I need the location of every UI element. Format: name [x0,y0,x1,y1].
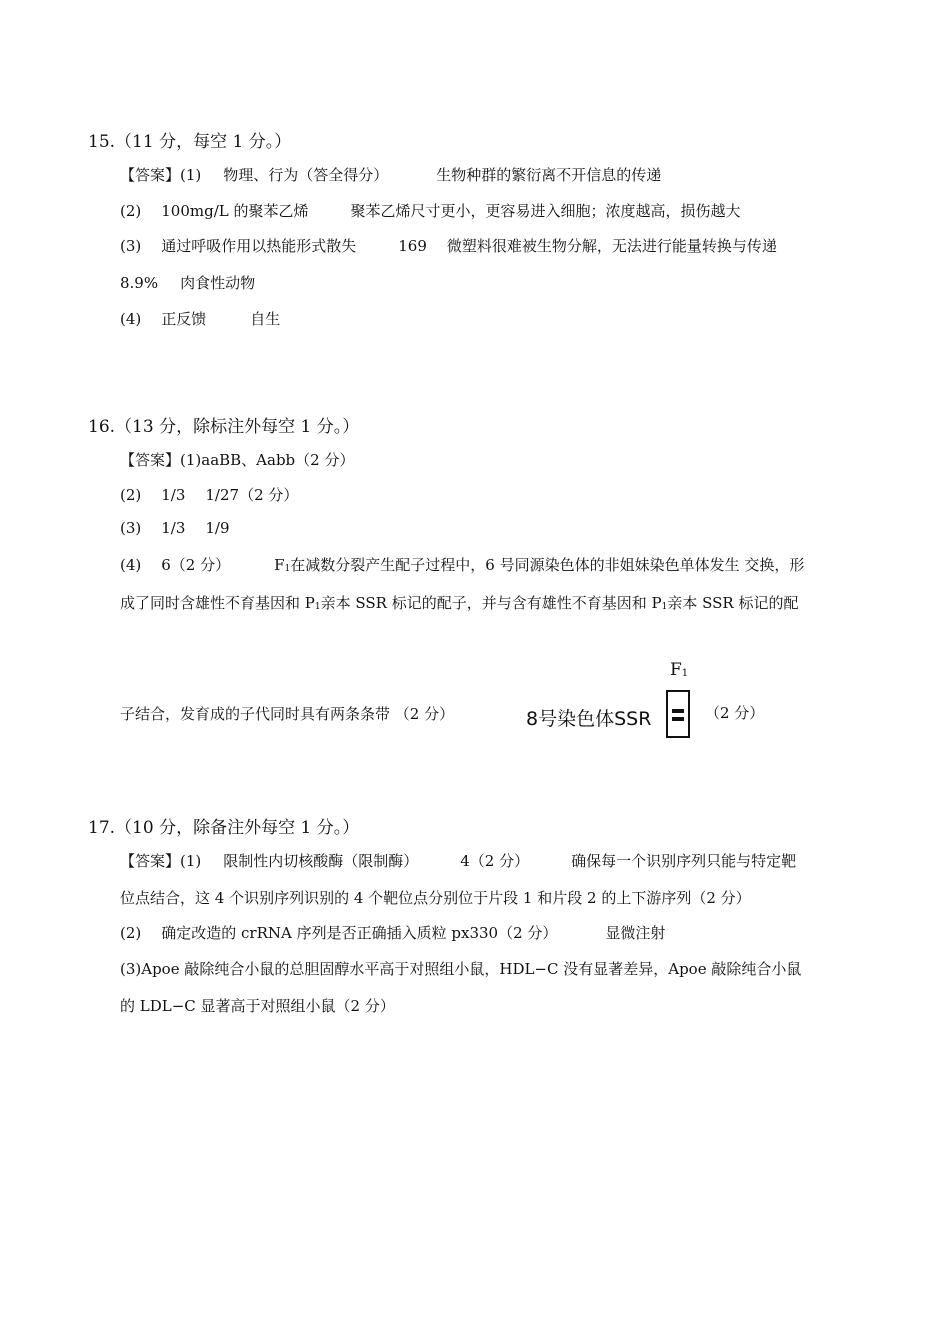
answer-text: 聚苯乙烯尺寸更小，更容易进入细胞；浓度越高，损伤越大 [350,202,741,220]
item-number: (3) [120,519,142,537]
answer-text: 100mg/L 的聚苯乙烯 [161,202,309,220]
q15-answer-2 [120,200,741,221]
f1-label [670,660,688,680]
answer-text: 确定改造的 crRNA 序列是否正确插入质粒 px330（2 分） [161,924,558,942]
text-part: 在减数分裂产生配子过程中，6 号同源染色体的非姐妹染色单体发生 交换，形 [290,556,805,574]
answer-text: 4（2 分） [460,852,530,870]
answer-text: 微塑料很难被生物分解，无法进行能量转换与传递 [446,237,777,255]
answer-text: 生物种群的繁衍离不开信息的传递 [436,166,662,184]
item-number: (2) [120,924,142,942]
q15-answer-4 [120,272,255,293]
answer-text: 自生 [250,310,281,328]
gel-lane [666,690,690,738]
q16-answer-6: 子结合，发育成的子代同时具有两条条带 （2 分） [120,705,455,723]
gel-band [672,709,684,713]
answer-text: 8.9% [120,274,159,292]
q16-heading: 16.（13 分，除标注外每空 1 分。） [88,417,360,437]
q17-answer-2: 位点结合，这 4 个识别序列识别的 4 个靶位点分别位于片段 1 和片段 2 的上下游序列（2 分） [120,889,751,907]
ssr-gel-diagram [522,660,702,744]
subscript: 1 [314,602,321,612]
answer-text: 1/3 [161,519,186,537]
q17-answer-1 [120,850,796,871]
diagram-score: （2 分） [705,704,765,722]
item-number: (2) [120,486,142,504]
answer-text: 通过呼吸作用以热能形式散失 [161,237,357,255]
q17-answer-4: (3)Apoe 敲除纯合小鼠的总胆固醇水平高于对照组小鼠，HDL−C 没有显著差异，Apoe 敲除纯合小鼠 [120,960,802,978]
q17-answer-3 [120,922,665,943]
item-number: (4) [120,556,142,574]
answer-text [274,554,804,575]
answer-text: 6（2 分） [161,556,231,574]
answer-text: 1/3 [161,486,186,504]
q16-answer-1: 【答案】(1)aaBB、Aabb（2 分） [120,451,355,469]
answer-text: 显微注射 [605,924,666,942]
q16-answer-2 [120,484,298,505]
answer-label: 【答案】(1) [120,166,202,184]
subscript: 1 [661,602,668,612]
answer-label: 【答案】(1) [120,852,202,870]
q17-answer-5: 的 LDL−C 显著高于对照组小鼠（2 分） [120,997,395,1015]
answer-text: 正反馈 [161,310,207,328]
q15-answer-5 [120,308,280,329]
gel-band [672,717,684,721]
item-number: (3) [120,237,142,255]
answer-text: 物理、行为（答全得分） [223,166,389,184]
answer-text: 限制性内切核酸酶（限制酶） [223,852,419,870]
q15-answer-1 [120,164,661,185]
q15-heading: 15.（11 分，每空 1 分。） [88,132,292,152]
subscript: 1 [681,668,689,679]
text-part: 亲本 SSR 标记的配子，并与含有雄性不育基因和 P [320,594,662,612]
item-number: (4) [120,310,142,328]
text-part: F [670,660,682,680]
text-part: 成了同时含雄性不育基因和 P [120,594,315,612]
q17-heading: 17.（10 分，除备注外每空 1 分。） [88,818,360,838]
q16-answer-4 [120,554,804,575]
answer-text: 肉食性动物 [180,274,256,292]
q16-answer-3 [120,519,230,537]
text-part: 亲本 SSR 标记的配 [667,594,799,612]
answer-text: 1/27（2 分） [205,486,299,504]
q16-answer-5 [120,592,798,613]
answer-text: 确保每一个识别序列只能与特定靶 [571,852,797,870]
chromosome-ssr-label: 8号染色体SSR [526,708,652,730]
item-number: (2) [120,202,142,220]
text-part: F [274,556,285,574]
subscript: 1 [284,564,291,574]
answer-text: 1/9 [205,519,230,537]
q15-answer-3 [120,235,777,256]
answer-text: 169 [398,237,427,255]
